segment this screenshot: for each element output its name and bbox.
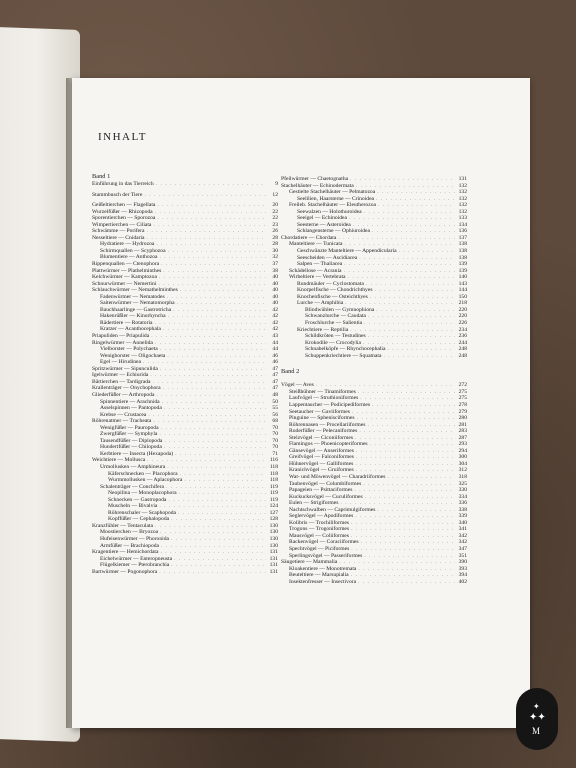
toc-entry-page: 42 bbox=[272, 326, 278, 333]
toc-entry-page: 38 bbox=[272, 267, 278, 274]
toc-entry-title: Einführung in das Tierreich bbox=[92, 181, 154, 187]
toc-entry-title: Egel — Hirudinea bbox=[100, 359, 142, 366]
toc-entry-page: 47 bbox=[272, 365, 278, 372]
toc-entry-title: Nachtschwalben — Caprimulgiformes bbox=[289, 506, 376, 513]
toc-entry-page: 132 bbox=[458, 182, 467, 189]
toc-entry-page: 144 bbox=[458, 287, 467, 294]
toc-entry-page: 47 bbox=[272, 385, 278, 392]
toc-entry-title: Trogons — Trogoniformes bbox=[289, 526, 350, 533]
toc-entry-title: Pfeilwürmer — Chaetognatha bbox=[281, 176, 349, 182]
toc-entry-title: Manteltiere — Tunicata bbox=[289, 241, 343, 248]
toc-entry-page: 118 bbox=[269, 477, 278, 484]
toc-entry-page: 118 bbox=[269, 470, 278, 477]
toc-entry-title: Schalenträger — Conchifera bbox=[100, 483, 164, 490]
toc-entry-page: 318 bbox=[458, 473, 467, 480]
toc-entry-page: 402 bbox=[458, 578, 467, 585]
toc-entry-title: Flamingos — Phoenicopteriformes bbox=[289, 441, 368, 448]
toc-entry-title: Wenigborster — Oligochaeta bbox=[100, 352, 166, 359]
toc-entry-title: Bärtierchen — Tardigrada bbox=[92, 378, 151, 385]
toc-entry-title: Igelwürmer — Echiurida bbox=[92, 372, 149, 379]
toc-entry-page: 131 bbox=[269, 549, 278, 556]
toc-entry-title: Röhrennasen — Procellariiformes bbox=[289, 421, 366, 428]
toc-list-left bbox=[92, 181, 278, 575]
toc-entry-title: Schlauchwürmer — Nemathelminthes bbox=[92, 287, 178, 294]
toc-entry-page: 280 bbox=[458, 415, 467, 422]
toc-entry-title: Geißeltierchen — Flagellata bbox=[92, 202, 156, 209]
toc-entry-title: Lurche — Amphibia bbox=[297, 300, 344, 307]
band-1-heading: Band 1 bbox=[92, 173, 111, 180]
toc-entry-page: 26 bbox=[272, 228, 278, 235]
toc-entry-page: 272 bbox=[458, 382, 467, 389]
band-2-heading: Band 2 bbox=[281, 368, 300, 376]
toc-entry-title: Plattwürmer — Plathelminthes bbox=[92, 267, 162, 274]
toc-leader-dots bbox=[358, 579, 455, 586]
toc-entry-page: 55 bbox=[272, 405, 278, 412]
toc-entry-title: Stachelhäuter — Echinodermata bbox=[281, 182, 354, 189]
toc-entry-page: 220 bbox=[458, 313, 467, 320]
toc-entry-page: 68 bbox=[272, 418, 278, 425]
toc-entry-title: Vögel — Aves bbox=[281, 382, 314, 389]
toc-entry-title: Krebse — Crustacea bbox=[100, 411, 147, 418]
toc-entry-page: 46 bbox=[272, 352, 278, 359]
toc-entry-page: 22 bbox=[272, 208, 278, 215]
toc-entry-page: 136 bbox=[458, 228, 467, 235]
toc-entry-page: 22 bbox=[272, 215, 278, 222]
toc-entry-page: 70 bbox=[272, 431, 278, 438]
toc-entry-title: Urmollusken — Amphineura bbox=[100, 463, 166, 470]
toc-entry-page: 131 bbox=[269, 555, 278, 562]
toc-entry-page: 70 bbox=[272, 444, 278, 451]
toc-entry-page: 338 bbox=[458, 506, 467, 513]
toc-entry-title: Ruderfüßer — Pelecaniformes bbox=[289, 428, 358, 435]
toc-entry-page: 143 bbox=[458, 280, 467, 287]
toc-entry-page: 336 bbox=[458, 500, 467, 507]
toc-entry-page: 32 bbox=[272, 254, 278, 261]
toc-entry-title: Freileb. Stachelhäuter — Eleutherozoa bbox=[289, 202, 376, 209]
toc-entry-page: 118 bbox=[269, 463, 278, 470]
toc-entry-page: 131 bbox=[269, 562, 278, 569]
toc-entry bbox=[281, 579, 467, 586]
toc-entry-page: 234 bbox=[458, 326, 467, 333]
toc-entry-page: 40 bbox=[272, 300, 278, 307]
toc-entry-page: 150 bbox=[458, 293, 467, 300]
toc-entry-title: Knorpelfische — Chondrichthyes bbox=[297, 287, 373, 294]
toc-entry-page: 218 bbox=[458, 300, 467, 307]
toc-entry-title: Armfüßer — Brachiopoda bbox=[100, 542, 160, 549]
toc-entry-title: Wurzelfüßer — Rhizopoda bbox=[92, 208, 153, 215]
toc-entry bbox=[92, 181, 278, 188]
toc-entry-page: 139 bbox=[458, 261, 467, 268]
toc-entry-page: 351 bbox=[458, 552, 467, 559]
toc-entry-page: 30 bbox=[272, 247, 278, 254]
toc-entry bbox=[281, 353, 467, 360]
toc-entry-title: Spritzwürmer — Sipunculida bbox=[92, 365, 158, 372]
toc-entry-page: 119 bbox=[269, 490, 278, 497]
toc-entry-title: Chordatiere — Chordata bbox=[281, 234, 337, 241]
toc-entry-title: Schwanzlurche — Caudata bbox=[305, 313, 366, 320]
toc-entry-page: 131 bbox=[458, 176, 467, 182]
toc-entry-title: Rippenquallen — Ctenophora bbox=[92, 261, 160, 268]
toc-entry-title: Mausvögel — Coliiformes bbox=[289, 532, 349, 539]
toc-entry-page: 278 bbox=[458, 401, 467, 408]
toc-entry-title: Kerbtiere — Insecta (Hexapoda) bbox=[100, 450, 174, 457]
toc-entry-page: 132 bbox=[458, 195, 467, 202]
toc-entry-title: Spechtvögel — Piciformes bbox=[289, 545, 350, 552]
toc-entry-page: 71 bbox=[272, 450, 278, 457]
toc-entry-title: Seescheiden — Ascidiacea bbox=[297, 254, 358, 261]
toc-entry-title: Hühnervögel — Galliformes bbox=[289, 460, 354, 467]
toc-entry-page: 220 bbox=[458, 306, 467, 313]
toc-entry-title: Gliederfüßer — Arthropoda bbox=[92, 391, 155, 398]
toc-leader-dots bbox=[144, 192, 266, 199]
toc-entry-title: Stelzvögel — Ciconiiformes bbox=[289, 434, 354, 441]
toc-entry-page: 330 bbox=[458, 487, 467, 494]
toc-entry-page: 287 bbox=[458, 434, 467, 441]
toc-entry-title: Schuppenkriechtiere — Squamata bbox=[305, 352, 382, 359]
toc-entry-title: Spinnentiere — Arachnida bbox=[100, 398, 160, 405]
watermark-logo: ✦ ✦✦ M bbox=[516, 688, 558, 750]
toc-entry-page: 138 bbox=[458, 241, 467, 248]
toc-entry-page: 42 bbox=[272, 313, 278, 320]
toc-entry-page: 130 bbox=[269, 522, 278, 529]
toc-entry-page: 40 bbox=[272, 293, 278, 300]
toc-entry-title: Hundertfüßer — Chilopoda bbox=[100, 444, 162, 451]
toc-entry-title: Priapuliden — Priapulida bbox=[92, 333, 150, 340]
toc-entry-page: 48 bbox=[272, 391, 278, 398]
book-page bbox=[72, 78, 530, 728]
toc-entry-page: 133 bbox=[458, 215, 467, 222]
toc-entry-title: Eichelwürmer — Enteropneusta bbox=[100, 555, 173, 562]
toc-entry-title: Schildkröten — Testudines bbox=[305, 333, 366, 340]
toc-entry-title: Schnabelköpfe — Rhynchocephalia bbox=[305, 346, 386, 353]
toc-entry-title: Kratzer — Acanthocephala bbox=[100, 326, 161, 333]
toc-entry-title: Krokodile — Crocodylia bbox=[305, 339, 361, 346]
toc-entry-title: Blumentiere — Anthozoa bbox=[100, 254, 158, 261]
toc-entry-page: 294 bbox=[458, 447, 467, 454]
toc-entry-page: 127 bbox=[269, 509, 278, 516]
toc-entry-page: 119 bbox=[269, 496, 278, 503]
toc-entry-page: 23 bbox=[272, 221, 278, 228]
toc-entry-title: Hakenrüßler — Kinorhyncha bbox=[100, 313, 166, 320]
toc-entry-page: 244 bbox=[458, 339, 467, 346]
toc-entry-page: 28 bbox=[272, 241, 278, 248]
toc-entry-title: Schnurwürmer — Nemertini bbox=[92, 280, 157, 287]
toc-entry-title: Bartwürmer — Pogonophora bbox=[92, 568, 158, 575]
toc-entry-page: 275 bbox=[458, 395, 467, 402]
toc-entry-title: Insektenfresser — Insectivora bbox=[289, 578, 357, 585]
toc-entry-title: Rundmäuler — Cyclostomata bbox=[297, 280, 364, 287]
toc-entry-page: 312 bbox=[458, 467, 467, 474]
toc-entry-page: 20 bbox=[272, 202, 278, 209]
toc-entry-title: Kloakentiere — Monotremata bbox=[289, 565, 357, 572]
toc-entry-title: Seeigel — Echinoidea bbox=[297, 215, 348, 222]
toc-entry-title: Kranichvögel — Gruiformes bbox=[289, 467, 354, 474]
toc-entry-title: Vielborster — Polychaeta bbox=[100, 346, 158, 353]
toc-entry-title: Schlangensterne — Ophiuroidea bbox=[297, 228, 371, 235]
toc-leader-dots bbox=[383, 353, 455, 360]
toc-entry-page: 47 bbox=[272, 372, 278, 379]
toc-entry-title: Wurmmollusken — Aplacophora bbox=[108, 477, 183, 484]
toc-entry-page: 325 bbox=[458, 480, 467, 487]
toc-entry-title: Käferschnecken — Placophora bbox=[108, 470, 178, 477]
toc-entry-page: 132 bbox=[458, 202, 467, 209]
toc-entry-page: 137 bbox=[458, 234, 467, 241]
toc-leader-dots bbox=[156, 181, 266, 188]
toc-entry-title: Seewalzen — Holothuroidea bbox=[297, 208, 362, 215]
toc-entry-title: Kranzfühler — Tentaculata bbox=[92, 522, 154, 529]
toc-entry-page: 42 bbox=[272, 319, 278, 326]
toc-entry bbox=[92, 192, 278, 199]
toc-entry-page: 226 bbox=[458, 320, 467, 327]
toc-entry-page: 293 bbox=[458, 441, 467, 448]
toc-entry-title: Schwämme — Porifera bbox=[92, 228, 145, 235]
toc-entry-page: 342 bbox=[458, 539, 467, 546]
toc-entry-title: Schnecken — Gastropoda bbox=[108, 496, 167, 503]
toc-entry-title: Taubenvögel — Columbiformes bbox=[289, 480, 362, 487]
toc-entry-title: Röhrenatmer — Tracheata bbox=[92, 418, 152, 425]
toc-entry-page: 138 bbox=[458, 248, 467, 255]
toc-entry-title: Blindwühlen — Gymnophiona bbox=[305, 306, 375, 313]
toc-entry-page: 134 bbox=[458, 221, 467, 228]
toc-entry-page: 56 bbox=[272, 411, 278, 418]
toc-entry-title: Stammbusch der Tiere bbox=[92, 191, 143, 198]
toc-entry-page: 37 bbox=[272, 261, 278, 268]
toc-entry-title: Lappentaucher — Podicipediformes bbox=[289, 401, 371, 408]
toc-entry-page: 248 bbox=[458, 352, 467, 359]
toc-entry-title: Kolibris — Trochiliformes bbox=[289, 519, 349, 526]
toc-entry-page: 28 bbox=[272, 234, 278, 241]
toc-entry-title: Beuteltiere — Marsupialia bbox=[289, 572, 349, 579]
toc-entry-title: Säugetiere — Mammalia bbox=[281, 559, 338, 566]
toc-entry-title: Schirmquallen — Scyphozoa bbox=[100, 247, 166, 254]
toc-entry-page: 50 bbox=[272, 398, 278, 405]
toc-entry-title: Sporentierchen — Sporozoa bbox=[92, 215, 156, 222]
toc-column-right bbox=[281, 176, 467, 585]
toc-entry-page: 130 bbox=[269, 529, 278, 536]
toc-entry-title: Seglervögel — Apodiformes bbox=[289, 513, 354, 520]
toc-leader-dots bbox=[159, 569, 266, 576]
toc-entry-title: Laufvögel — Struthioniformes bbox=[289, 395, 359, 402]
toc-entry-title: Seetaucher — Gaviiformes bbox=[289, 408, 350, 415]
toc-entry-page: 70 bbox=[272, 437, 278, 444]
toc-entry-page: 334 bbox=[458, 493, 467, 500]
toc-column-left bbox=[92, 172, 278, 575]
toc-entry-title: Zwergfüßer — Symphyla bbox=[100, 431, 158, 438]
toc-list-right-band1 bbox=[281, 176, 467, 359]
toc-entry-title: Rackenvögel — Coraciiformes bbox=[289, 539, 359, 546]
toc-entry-page: 42 bbox=[272, 306, 278, 313]
toc-entry-title: Seesterne — Asteroidea bbox=[297, 221, 351, 228]
toc-entry-title: Asselspinnen — Pantopoda bbox=[100, 405, 162, 412]
toc-entry-title: Schädellose — Acrania bbox=[289, 267, 342, 274]
toc-entry-title: Moostierchen — Bryozoa bbox=[100, 529, 159, 536]
toc-entry-title: Wenigfüßer — Pauropoda bbox=[100, 424, 159, 431]
toc-entry-page: 248 bbox=[458, 346, 467, 353]
page-title: INHALT bbox=[98, 131, 147, 143]
toc-entry-title: Seelilien, Haarsterne — Crinoidea bbox=[297, 195, 375, 202]
toc-entry-page: 393 bbox=[458, 565, 467, 572]
toc-entry-page: 304 bbox=[458, 460, 467, 467]
toc-entry-page: 342 bbox=[458, 532, 467, 539]
toc-entry-page: 116 bbox=[269, 457, 278, 464]
toc-entry-page: 70 bbox=[272, 424, 278, 431]
toc-entry-page: 138 bbox=[458, 254, 467, 261]
toc-entry-page: 40 bbox=[272, 287, 278, 294]
toc-entry-page: 347 bbox=[458, 545, 467, 552]
toc-entry-page: 300 bbox=[458, 454, 467, 461]
toc-entry-page: 130 bbox=[269, 542, 278, 549]
toc-entry-page: 43 bbox=[272, 333, 278, 340]
toc-entry-page: 236 bbox=[458, 333, 467, 340]
toc-entry-title: Bauchhaarlinge — Gastrotricha bbox=[100, 306, 172, 313]
toc-entry-page: 140 bbox=[458, 274, 467, 281]
toc-list-right-band2 bbox=[281, 382, 467, 585]
toc-entry-page: 390 bbox=[458, 559, 467, 566]
toc-entry-title: Muscheln — Bivalvia bbox=[108, 503, 158, 510]
toc-entry-page: 40 bbox=[272, 274, 278, 281]
toc-entry-title: Saitenwürmer — Nematomorpha bbox=[100, 300, 175, 307]
toc-entry-page: 124 bbox=[269, 503, 278, 510]
toc-entry-title: Geschwänzte Manteltiere — Appendicularia bbox=[297, 248, 397, 255]
toc-entry-page: 40 bbox=[272, 280, 278, 287]
toc-entry-page: 47 bbox=[272, 378, 278, 385]
toc-entry-title: Wat- und Möwenvögel — Charadriiformes bbox=[289, 473, 386, 480]
toc-entry-page: 128 bbox=[269, 516, 278, 523]
toc-entry-page: 341 bbox=[458, 526, 467, 533]
toc-entry-title: Steißhühner — Tinamiformes bbox=[289, 388, 356, 395]
toc-entry-page: 339 bbox=[458, 513, 467, 520]
toc-entry-title: Hydratiere — Hydrozoa bbox=[100, 241, 155, 248]
toc-entry-title: Kelchwürmer — Kamptozoa bbox=[92, 274, 157, 281]
toc-entry-title: Weichtiere — Mollusca bbox=[92, 457, 146, 464]
toc-entry-page: 131 bbox=[269, 568, 278, 575]
toc-entry-page: 130 bbox=[269, 535, 278, 542]
toc-entry-page: 394 bbox=[458, 572, 467, 579]
toc-entry-page: 12 bbox=[272, 191, 278, 198]
toc-entry-title: Nesseltiere — Cnidaria bbox=[92, 234, 145, 241]
toc-entry-title: Papageien — Psittaciformes bbox=[289, 487, 353, 494]
toc-entry-page: 9 bbox=[275, 181, 278, 187]
toc-entry-title: Ringelwürmer — Annelida bbox=[92, 339, 153, 346]
toc-entry-page: 44 bbox=[272, 346, 278, 353]
toc-entry-title: Fadenwürmer — Nematodes bbox=[100, 293, 165, 300]
toc-entry-title: Flügelkiemer — Pterobranchia bbox=[100, 562, 170, 569]
toc-entry-title: Pinguine — Sphenisciformes bbox=[289, 415, 355, 422]
toc-entry-page: 340 bbox=[458, 519, 467, 526]
toc-entry-title: Sperlingsvögel — Passeriformes bbox=[289, 552, 363, 559]
toc-entry-title: Kragentiere — Hemichordata bbox=[92, 549, 159, 556]
toc-entry-page: 283 bbox=[458, 428, 467, 435]
toc-entry-title: Wimpertierchen — Ciliata bbox=[92, 221, 152, 228]
toc-entry-page: 281 bbox=[458, 421, 467, 428]
toc-entry-title: Neopilina — Monoplacophora bbox=[108, 490, 177, 497]
toc-entry-title: Froschlurche — Salientia bbox=[305, 320, 363, 327]
toc-entry-title: Eulen — Strigiformes bbox=[289, 500, 339, 507]
toc-entry-page: 132 bbox=[458, 208, 467, 215]
toc-entry-title: Gestielte Stachelhäuter — Pelmatozoa bbox=[289, 189, 376, 196]
toc-entry-title: Tausendfüßer — Diplopoda bbox=[100, 437, 163, 444]
toc-entry-title: Kuckucksvögel — Cuculiformes bbox=[289, 493, 363, 500]
toc-entry-page: 279 bbox=[458, 408, 467, 415]
toc-entry-title: Röhrenschaler — Scaphopoda bbox=[108, 509, 177, 516]
toc-entry-page: 139 bbox=[458, 267, 467, 274]
toc-entry-title: Krallenträger — Onychophora bbox=[92, 385, 161, 392]
toc-entry-title: Salpen — Thaliacea bbox=[297, 261, 343, 268]
toc-entry-title: Greifvögel — Falconiformes bbox=[289, 454, 354, 461]
toc-entry-title: Rädertiere — Rotatoria bbox=[100, 319, 153, 326]
toc-entry-title: Kriechtiere — Reptilia bbox=[297, 326, 349, 333]
toc-entry-page: 119 bbox=[269, 483, 278, 490]
toc-entry-title: Wirbeltiere — Vertebrata bbox=[289, 274, 346, 281]
toc-entry-page: 44 bbox=[272, 339, 278, 346]
toc-entry bbox=[92, 569, 278, 576]
toc-entry-title: Gänsevögel — Anseriformes bbox=[289, 447, 354, 454]
toc-entry-title: Hufeisenwürmer — Phoronida bbox=[100, 535, 169, 542]
toc-entry-title: Knochenfische — Osteichthyes bbox=[297, 293, 368, 300]
toc-entry-title: Kopffüßer — Cephalopoda bbox=[108, 516, 170, 523]
toc-entry-page: 275 bbox=[458, 388, 467, 395]
toc-entry-page: 46 bbox=[272, 359, 278, 366]
toc-entry-page: 132 bbox=[458, 189, 467, 196]
